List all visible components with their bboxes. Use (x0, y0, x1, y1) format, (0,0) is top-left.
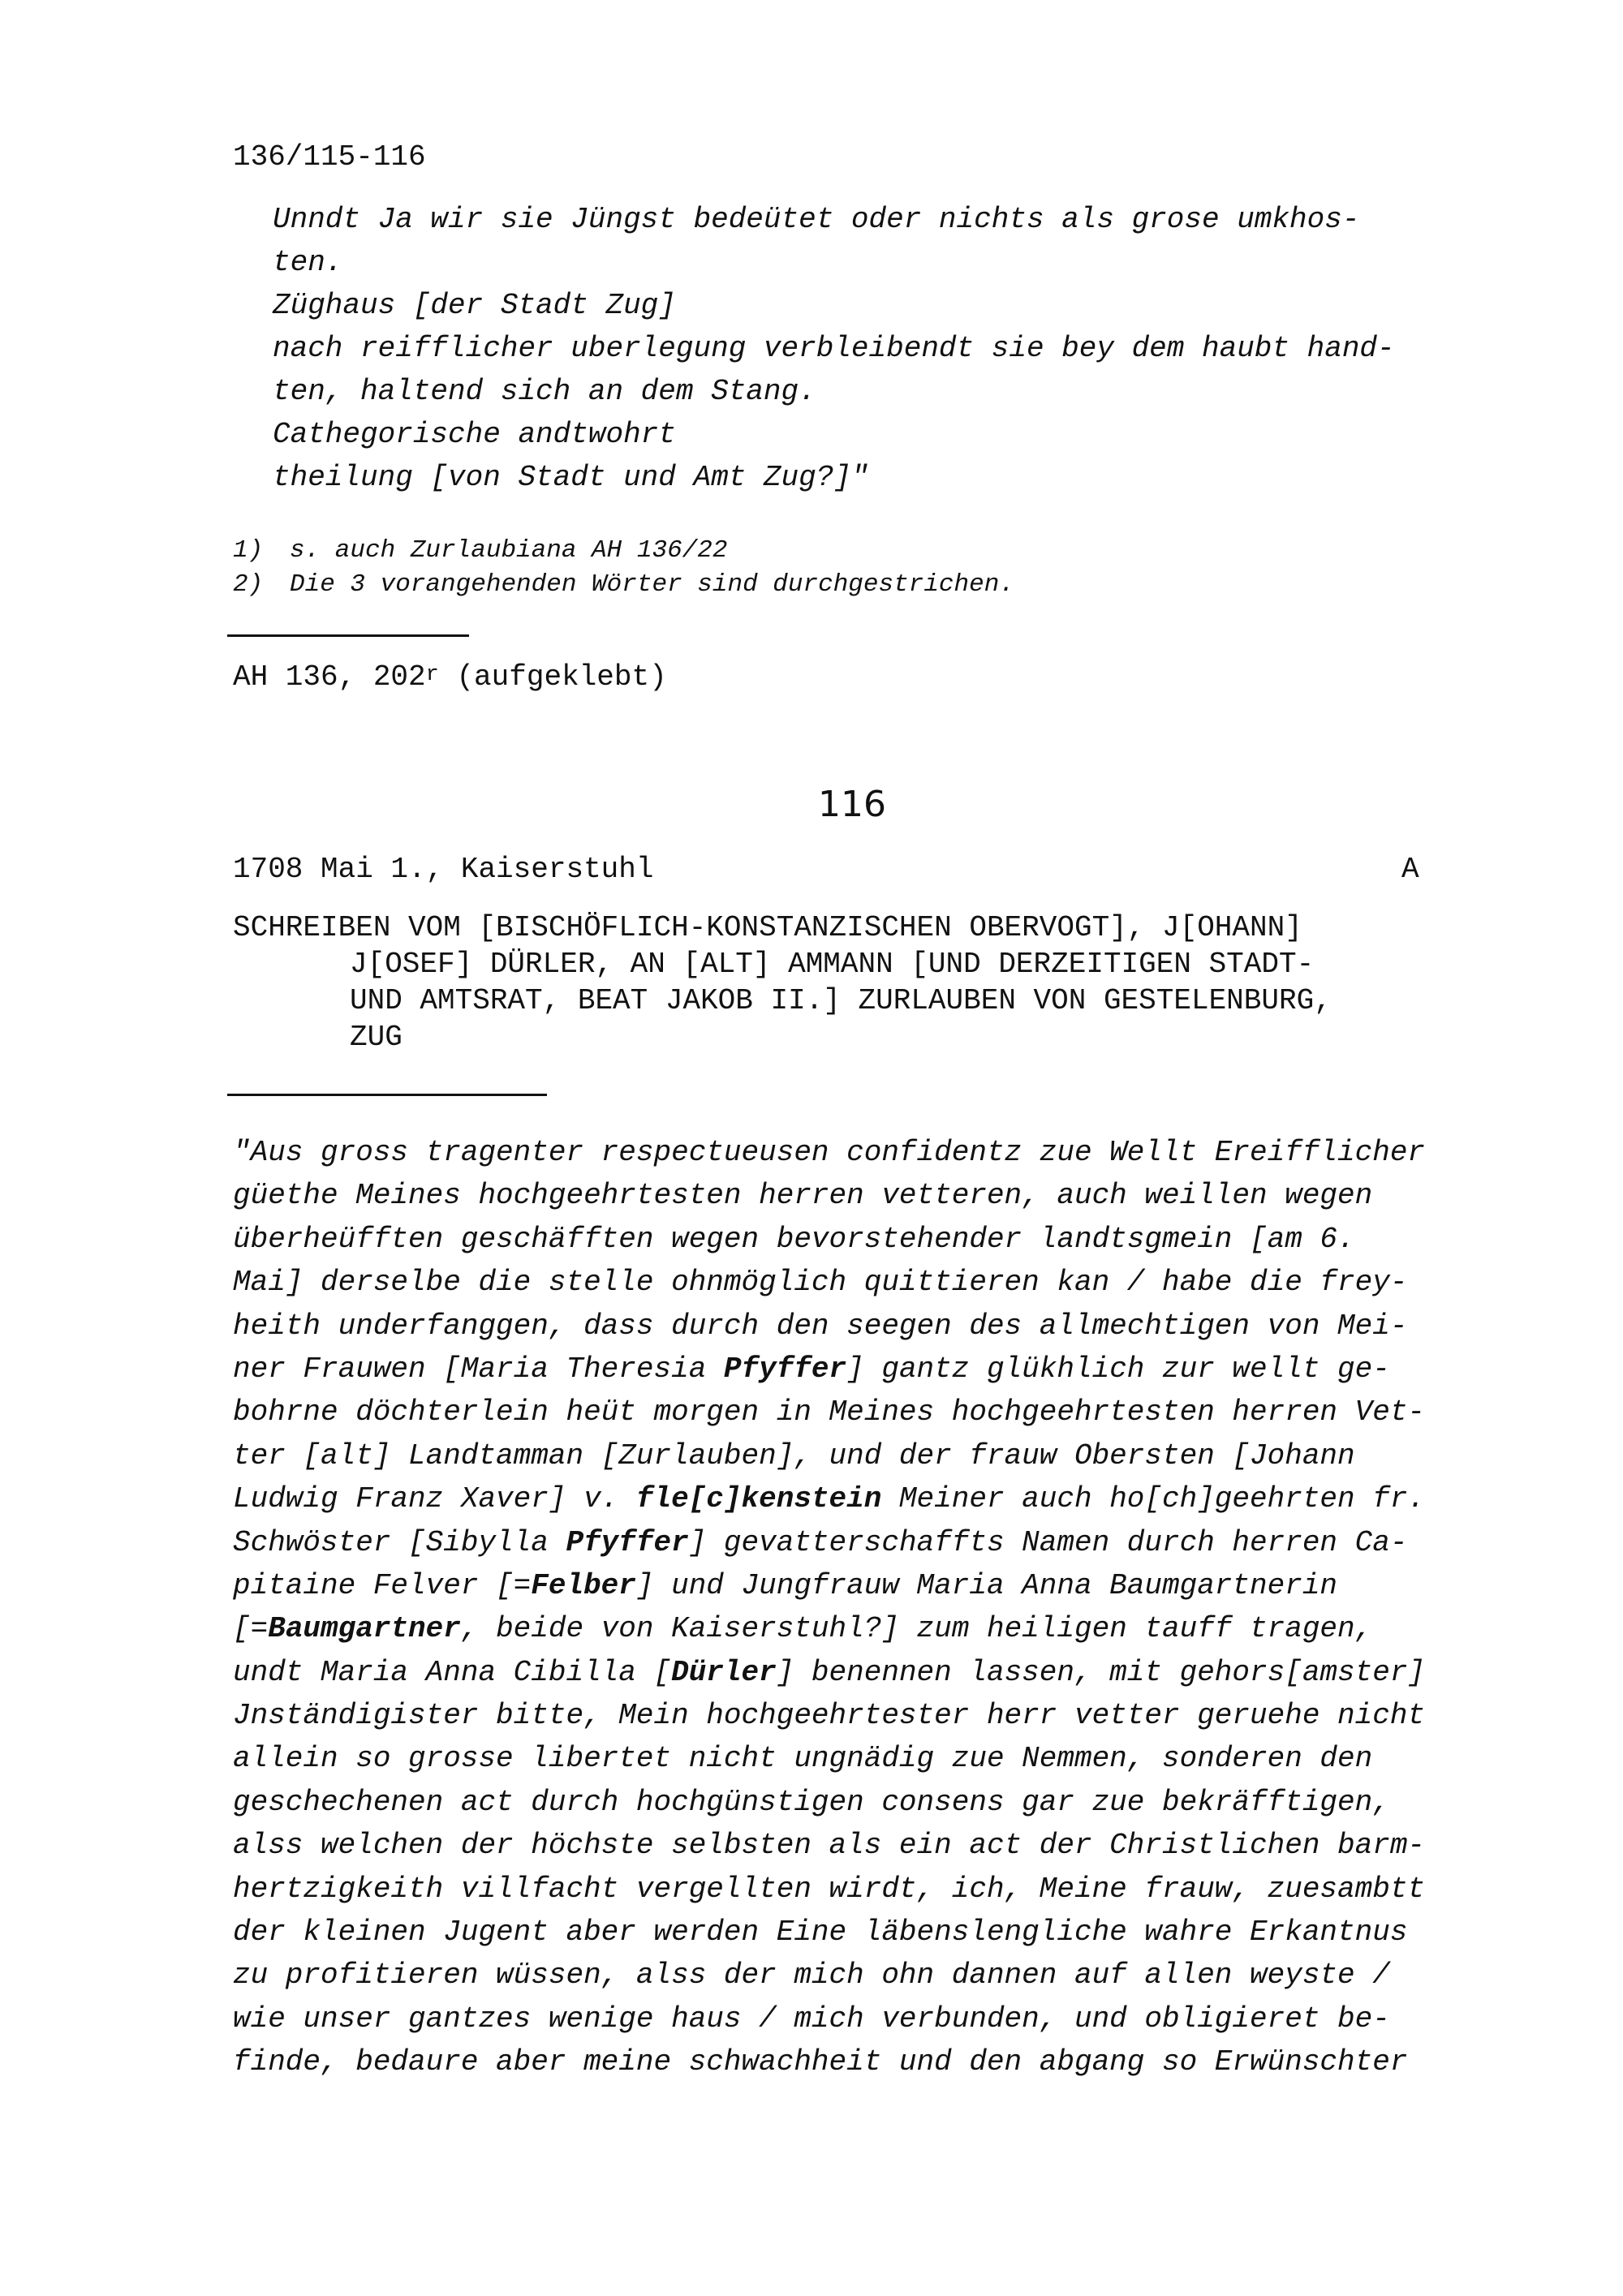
person-name: Pfyffer (566, 1525, 689, 1559)
body-text-segment: pitaine Felver [= (233, 1568, 532, 1602)
excerpt-line: Züghaus [der Stadt Zug] (273, 289, 676, 322)
body-line: "Aus gross tragenter respectueusen confidentz zue Wellt Ereifflicher (233, 1136, 1426, 1169)
source-ref-note: (aufgeklebt) (456, 660, 667, 694)
body-line: ter [alt] Landtamman [Zurlauben], und der frauw Obersten [Johann (233, 1438, 1355, 1473)
body-line: bohrne döchterlein heüt morgen in Meines hochgeehrtesten herren Vet- (233, 1395, 1426, 1430)
body-line: der kleinen Jugent aber werden Eine läbenslengliche wahre Erkantnus (233, 1915, 1408, 1950)
body-text-segment: [= (233, 1612, 269, 1646)
body-line: finde, bedaure aber meine schwachheit und den abgang so Erwünschter (233, 2045, 1408, 2079)
body-line: überheüfften geschäfften wegen bevorstehender landtsgmein [am 6. (233, 1222, 1355, 1256)
body-line (233, 1564, 1425, 1607)
body-line: Jnständigister bitte, Mein hochgeehrtester herr vetter geruehe nicht (233, 1699, 1426, 1733)
body-line (233, 1477, 1425, 1520)
body-line: hertzigkeith villfacht vergellten wirdt, ich, Meine frauw, zuesambtt (233, 1872, 1426, 1906)
person-name: Dürler (671, 1655, 777, 1689)
person-name: Baumgartner (268, 1612, 461, 1646)
excerpt-line: Unndt Ja wir sie Jüngst bedeütet oder nichts als grose umkhos- (273, 203, 1360, 236)
footnote-text: Die 3 vorangehenden Wörter sind durchgestrichen. (290, 570, 1014, 599)
heading-divider (227, 1094, 547, 1096)
date-place: 1708 Mai 1., Kaiserstuhl (233, 853, 654, 886)
source-ref-spacer (439, 660, 457, 694)
excerpt-line: ten, haltend sich an dem Stang. (273, 375, 816, 408)
body-line: heith underfanggen, dass durch den seegen des allmechtigen von Mei- (233, 1309, 1408, 1343)
footnote (233, 534, 1014, 568)
body-text-segment: ] gevatterschaffts Namen durch herren Ca- (688, 1525, 1408, 1559)
page-reference: 136/115-116 (233, 140, 426, 174)
footnote-divider (227, 634, 469, 637)
regest-line: J[OSEF] DÜRLER, AN [ALT] AMMANN [UND DERZEITIGEN STADT- (350, 948, 1315, 981)
footnote (233, 568, 1014, 602)
regest-line: UND AMTSRAT, BEAT JAKOB II.] ZURLAUBEN VON GESTELENBURG, (350, 984, 1332, 1017)
excerpt-line: theilung [von Stadt und Amt Zug?]" (273, 461, 869, 494)
body-line: zu profitieren wüssen, alss der mich ohn dannen auf allen weyste / (233, 1958, 1390, 1993)
excerpt-line: ten. (273, 246, 343, 279)
source-reference (233, 659, 667, 699)
source-ref-superscript: r (425, 663, 439, 687)
person-name: Pfyffer (723, 1352, 847, 1386)
excerpt-line: nach reifflicher uberlegung verbleibendt sie bey dem haubt hand- (273, 332, 1395, 365)
letter-text (233, 1131, 1425, 2084)
body-text-segment: Meiner auch ho[ch]geehrten fr. (881, 1482, 1426, 1516)
footnote-number: 2) (233, 570, 264, 599)
body-line: alss welchen der höchste selbsten als ein act der Christlichen barm- (233, 1829, 1426, 1863)
footnotes (233, 534, 1014, 602)
excerpt-line: Cathegorische andtwohrt (273, 418, 676, 451)
body-line: güethe Meines hochgeehrtesten herren vetteren, auch weillen wegen (233, 1179, 1373, 1213)
source-ref-text: AH 136, 202 (233, 660, 426, 694)
body-text-segment: Schwöster [Sibylla (233, 1525, 566, 1559)
regest-line: ZUG (350, 1021, 403, 1054)
document-number: 116 (818, 784, 886, 825)
footnote-text: s. auch Zurlaubiana AH 136/22 (290, 536, 728, 565)
document-type-letter: A (1401, 853, 1419, 886)
body-line (233, 1348, 1425, 1391)
regest-line: SCHREIBEN VOM [BISCHÖFLICH-KONSTANZISCHEN OBERVOGT], J[OHANN] (233, 911, 1302, 944)
body-text-segment: undt Maria Anna Cibilla [ (233, 1655, 672, 1689)
body-line: allein so grosse libertet nicht ungnädig zue Nemmen, sonderen den (233, 1742, 1373, 1776)
footnote-number: 1) (233, 536, 264, 565)
body-line (233, 1651, 1425, 1694)
person-name: fle[c]kenstein (635, 1482, 882, 1516)
regest-heading (233, 909, 1332, 1056)
body-line: wie unser gantzes wenige haus / mich verbunden, und obligieret be- (233, 2001, 1390, 2036)
body-line (233, 1607, 1425, 1650)
body-text-segment: ] benennen lassen, mit gehors[amster] (776, 1655, 1426, 1689)
body-line (233, 1521, 1425, 1564)
body-text-segment: ner Frauwen [Maria Theresia (233, 1352, 724, 1386)
body-line: geschechenen act durch hochgünstigen consens gar zue bekräfftigen, (233, 1785, 1390, 1819)
body-line: Mai] derselbe die stelle ohnmöglich quittieren kan / habe die frey- (233, 1266, 1408, 1300)
body-text-segment: ] gantz glükhlich zur wellt ge- (846, 1352, 1390, 1386)
body-text-segment: Ludwig Franz Xaver] v. (233, 1482, 636, 1516)
excerpt-block (273, 198, 1395, 499)
body-text-segment: ] und Jungfrauw Maria Anna Baumgartnerin (635, 1568, 1338, 1602)
body-text-segment: , beide von Kaiserstuhl?] zum heiligen tauff tragen, (460, 1612, 1373, 1646)
person-name: Felber (531, 1568, 636, 1602)
